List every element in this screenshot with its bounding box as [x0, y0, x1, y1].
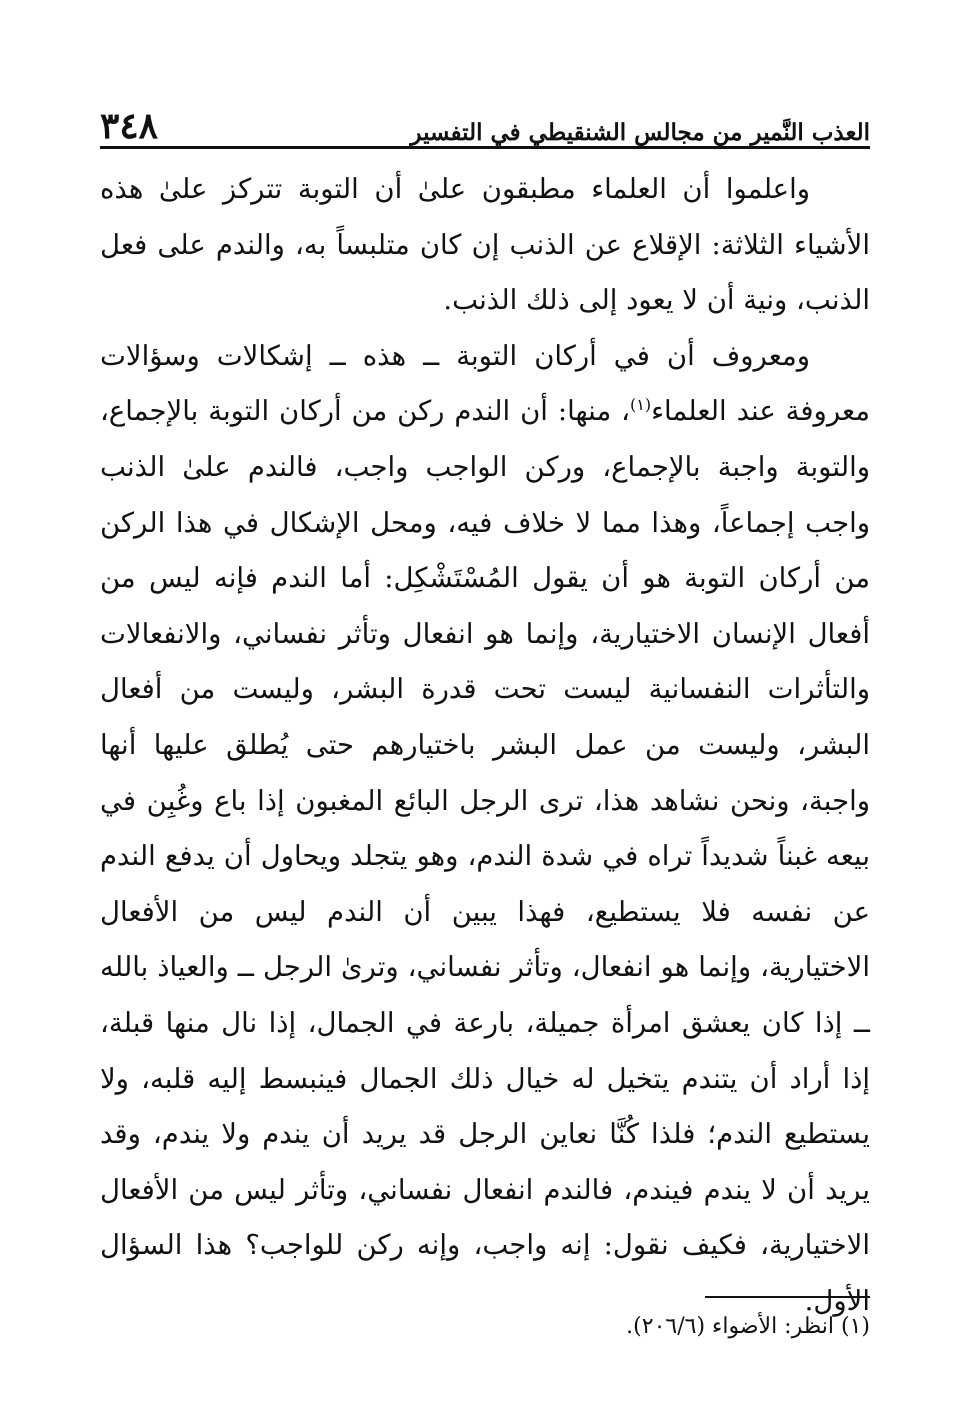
running-title: العذب النَّمير من مجالس الشنقيطي في التفسير	[410, 119, 870, 146]
paragraph-2-text-start: ومعروف أن في أركان التوبة ــ هذه ــ إشكالات وسؤالات معروفة عند العلماء	[100, 339, 871, 428]
paragraph-1-text: واعلموا أن العلماء مطبقون علىٰ أن التوبة تتركز علىٰ هذه الأشياء الثلاثة: الإقلاع عن الذنب إن كان متلبساً به، والندم على فعل الذنب، ونية أن لا يعود إلى ذلك الذنب.	[100, 173, 870, 317]
footnote-reference[interactable]: (١)	[629, 395, 652, 415]
page-header	[100, 96, 870, 147]
header-rule	[100, 146, 870, 149]
page-number: ٣٤٨	[100, 105, 159, 147]
body-text	[100, 162, 870, 1329]
paragraph-2	[100, 329, 870, 1330]
footnote: (١) انظر: الأضواء (٢٠٦/٦).	[626, 1314, 870, 1339]
paragraph-1	[100, 162, 870, 329]
footnote-rule	[705, 1296, 870, 1298]
paragraph-2-text-end: ، منها: أن الندم ركن من أركان التوبة بالإجماع، والتوبة واجبة بالإجماع، وركن الواجب واجب، فالندم علىٰ الذنب واجب إجماعاً، وهذا مما لا خلاف فيه، ومحل الإشكال في هذا الركن من أركان التوبة هو أن يقول المُسْتَشْكِل: أما الندم فإنه ليس من أفعال الإنسان الاختيارية، وإنما هو انفعال وتأثر نفساني، والانفعالات والتأثرات النفسانية ليست تحت قدرة البشر، وليست من أفعال البشر، وليست من عمل البشر باختيارهم حتى يُطلق عليها أنها واجبة، ونحن نشاهد هذا، ترى الرجل البائع المغبون إذا باع وغُبِن في بيعه غبناً شديداً تراه في شدة الندم، وهو يتجلد ويحاول أن يدفع الندم عن نفسه فلا يستطيع، فهذا يبين أن الندم ليس من الأفعال الاختيارية، وإنما هو انفعال، وتأثر نفساني، وترىٰ الرجل ــ والعياذ بالله ــ إذا كان يعشق امرأة جميلة، بارعة في الجمال، إذا نال منها قبلة، إذا أراد أن يتندم يتخيل له خيال ذلك الجمال فينبسط إليه قلبه، ولا يستطيع الندم؛ فلذا كُنَّا نعاين الرجل قد يريد أن يندم ولا يندم، وقد يريد أن لا يندم فيندم، فالندم انفعال نفساني، وتأثر ليس من الأفعال الاختيارية، فكيف نقول: إنه واجب، وإنه ركن للواجب؟ هذا السؤال الأول.	[100, 395, 870, 1317]
